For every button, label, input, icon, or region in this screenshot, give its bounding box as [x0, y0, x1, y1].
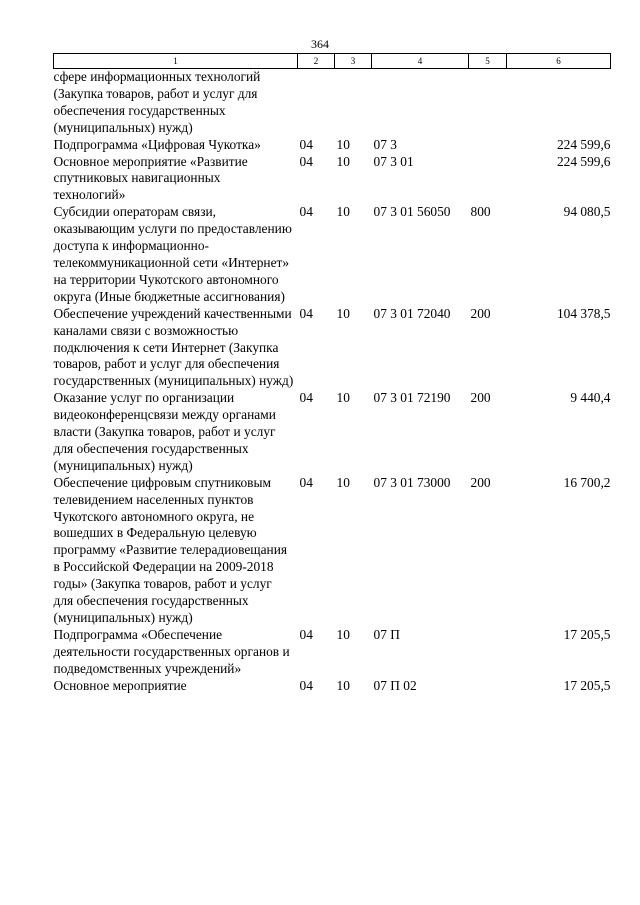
row-section-cell: 04	[299, 136, 313, 152]
row-expense-type-cell: 200	[470, 305, 491, 321]
row-subsection-cell: 10	[336, 626, 350, 642]
page-number: 364	[311, 37, 329, 51]
budget-table	[53, 53, 611, 695]
table-row	[54, 678, 611, 695]
row-section-cell: 04	[299, 204, 313, 220]
row-target-article-cell: 07 3 01 73000	[373, 474, 451, 490]
row-amount-cell: 17 205,5	[563, 626, 611, 642]
row-expense-type-cell	[469, 627, 507, 678]
table-row	[54, 475, 611, 627]
row-section-cell: 04	[299, 390, 313, 406]
row-name-cell: Подпрограмма «Цифровая Чукотка»	[53, 136, 261, 152]
row-amount-cell: 224 599,6	[556, 153, 611, 169]
row-amount-cell: 9 440,4	[570, 390, 611, 406]
row-expense-type-cell	[469, 69, 507, 137]
row-subsection-cell: 10	[336, 390, 350, 406]
table-row	[54, 390, 611, 475]
header-col-pr: 3	[335, 54, 372, 69]
table-row	[54, 69, 611, 137]
row-name-cell: Основное мероприятие «Развитие спутниковых навигационных технологий»	[53, 153, 248, 203]
table-row	[54, 154, 611, 205]
row-subsection-cell: 10	[336, 677, 350, 693]
header-row	[54, 54, 611, 69]
row-expense-type-cell: 800	[470, 204, 491, 220]
row-name-cell: Подпрограмма «Обеспечение деятельности государственных органов и подведомственных учреждений»	[53, 626, 290, 676]
header-col-sum: 6	[507, 54, 611, 69]
row-amount-cell: 104 378,5	[556, 305, 611, 321]
row-name-cell: сфере информационных технологий (Закупка товаров, работ и услуг для обеспечения государственных (муниципальных) нужд)	[53, 69, 261, 135]
row-target-article-cell: 07 3 01 72040	[373, 305, 451, 321]
row-section-cell: 04	[299, 626, 313, 642]
header-col-name: 1	[54, 54, 298, 69]
row-subsection-cell	[335, 69, 372, 137]
row-name-cell: Основное мероприятие	[53, 677, 187, 693]
table-row	[54, 204, 611, 305]
row-section-cell: 04	[299, 305, 313, 321]
row-target-article-cell: 07 П 02	[373, 677, 417, 693]
row-subsection-cell: 10	[336, 136, 350, 152]
row-target-article-cell: 07 П	[373, 626, 400, 642]
row-name-cell: Субсидии операторам связи, оказывающим услуги по предоставлению доступа к информационно-телекоммуникационной сети «Интернет» на территории Чукотского автономного округа (Иные бюджетные ассигнования)	[53, 204, 292, 304]
row-amount-cell: 17 205,5	[563, 677, 611, 693]
row-subsection-cell: 10	[336, 153, 350, 169]
row-target-article-cell: 07 3 01 72190	[373, 390, 451, 406]
row-amount-cell: 16 700,2	[563, 474, 611, 490]
row-section-cell: 04	[299, 153, 313, 169]
row-target-article-cell: 07 3 01	[373, 153, 414, 169]
table-header	[54, 54, 611, 69]
row-target-article-cell: 07 3	[373, 136, 397, 152]
row-name-cell: Оказание услуг по организации видеоконференцсвязи между органами власти (Закупка товаров, работ и услуг для обеспечения государственных (муниципальных) нужд)	[53, 390, 276, 473]
table-row	[54, 306, 611, 391]
header-col-csr: 4	[372, 54, 469, 69]
row-name-cell: Обеспечение цифровым спутниковым телевидением населенных пунктов Чукотского автономного округа, не вошедших в Федеральную целевую программу «Развитие телерадиовещания в Российской Федерации на 2009-2018 годы» (Закупка товаров, работ и услуг для обеспечения государственных (муниципальных) нужд)	[53, 474, 288, 625]
row-section-cell: 04	[299, 677, 313, 693]
row-subsection-cell: 10	[336, 474, 350, 490]
header-col-rz: 2	[298, 54, 335, 69]
row-expense-type-cell	[469, 678, 507, 695]
row-target-article-cell: 07 3 01 56050	[373, 204, 451, 220]
row-expense-type-cell: 200	[470, 390, 491, 406]
header-col-vr: 5	[469, 54, 507, 69]
row-amount-cell: 224 599,6	[556, 136, 611, 152]
row-subsection-cell: 10	[336, 305, 350, 321]
row-section-cell	[298, 69, 335, 137]
row-expense-type-cell	[469, 154, 507, 205]
table-row	[54, 137, 611, 154]
row-name-cell: Обеспечение учреждений качественными каналами связи с возможностью подключения к сети Интернет (Закупка товаров, работ и услуг для обеспечения государственных (муниципальных) нужд)	[53, 305, 294, 389]
table-row	[54, 627, 611, 678]
row-expense-type-cell: 200	[470, 474, 491, 490]
row-target-article-cell	[372, 69, 469, 137]
row-section-cell: 04	[299, 474, 313, 490]
row-amount-cell: 94 080,5	[563, 204, 611, 220]
row-expense-type-cell	[469, 137, 507, 154]
table-body	[54, 69, 611, 695]
row-subsection-cell: 10	[336, 204, 350, 220]
row-amount-cell	[507, 69, 611, 137]
